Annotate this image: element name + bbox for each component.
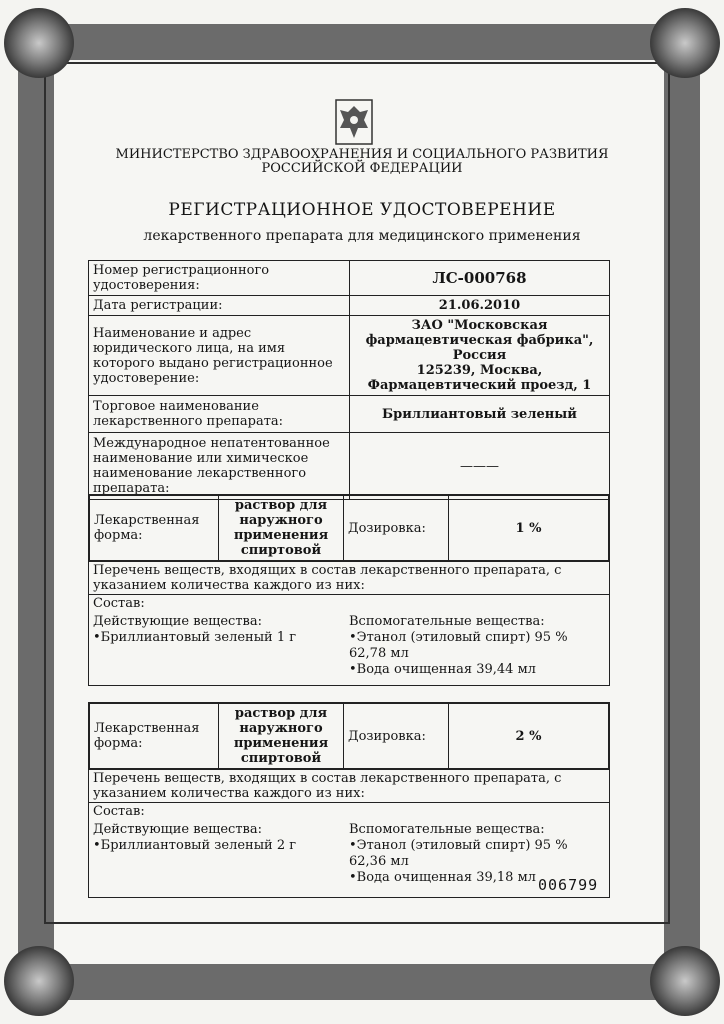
corner-rosette-icon: [650, 946, 720, 1016]
list-item: • Бриллиантовый зеленый 2 г: [93, 838, 349, 854]
table-row: [90, 496, 609, 561]
holder-address: 125239, Москва, Фармацевтический проезд, 1: [367, 363, 592, 393]
reg-number-value: ЛС-000768: [350, 261, 610, 296]
holder-name: ЗАО "Московская фармацевтическая фабрика", Россия: [365, 318, 594, 363]
trade-name-label: Торговое наименование лекарственного препарата:: [89, 396, 350, 433]
list-item: • Бриллиантовый зеленый 1 г: [93, 630, 349, 646]
form-label: Лекарственная форма:: [90, 704, 219, 769]
table-row: [89, 433, 610, 500]
dosage-value: 2 %: [449, 704, 609, 769]
excipients: [349, 614, 605, 678]
reg-date-value: 21.06.2010: [350, 296, 610, 316]
table-row: [89, 296, 610, 316]
document-title: РЕГИСТРАЦИОННОЕ УДОСТОВЕРЕНИЕ: [168, 200, 556, 220]
dosage-form-section-2: [88, 702, 610, 898]
dosage-form-section-1: [88, 494, 610, 686]
reg-date-label: Дата регистрации:: [89, 296, 350, 316]
composition-label: Состав:: [89, 802, 609, 820]
form-label: Лекарственная форма:: [90, 496, 219, 561]
excipients-label: Вспомогательные вещества:: [349, 614, 545, 629]
list-item: • Вода очищенная 39,18 мл: [349, 870, 605, 886]
registration-table: [88, 260, 610, 500]
trade-name-value: Бриллиантовый зеленый: [350, 396, 610, 433]
document-subtitle: лекарственного препарата для медицинского применения: [143, 228, 581, 244]
dosage-value: 1 %: [449, 496, 609, 561]
list-item: • Этанол (этиловый спирт) 95 % 62,36 мл: [349, 838, 605, 870]
corner-rosette-icon: [650, 8, 720, 78]
corner-rosette-icon: [4, 946, 74, 1016]
active-label: Действующие вещества:: [93, 822, 262, 837]
coat-of-arms-icon: [332, 98, 376, 146]
dosage-label: Дозировка:: [344, 496, 449, 561]
composition-intro: Перечень веществ, входящих в состав лекарственного препарата, с указанием количества каждого из них:: [89, 769, 609, 802]
composition-label: Состав:: [89, 594, 609, 612]
table-row: [89, 261, 610, 296]
dosage-label: Дозировка:: [344, 704, 449, 769]
ministry-name: [100, 148, 624, 176]
list-item: • Этанол (этиловый спирт) 95 % 62,78 мл: [349, 630, 605, 662]
corner-rosette-icon: [4, 8, 74, 78]
table-row: [89, 396, 610, 433]
reg-number-label: Номер регистрационного удостоверения:: [89, 261, 350, 296]
ministry-line-2: РОССИЙСКОЙ ФЕДЕРАЦИИ: [261, 161, 463, 176]
active-label: Действующие вещества:: [93, 614, 262, 629]
composition-columns: [89, 612, 609, 680]
table-row: [90, 704, 609, 769]
holder-value: [350, 316, 610, 396]
form-value: раствор для наружного применения спиртовой: [219, 496, 344, 561]
inn-label: Международное непатентованное наименование или химическое наименование лекарственного препарата:: [89, 433, 350, 500]
active-substances: [93, 822, 349, 886]
table-row: [89, 316, 610, 396]
form-value: раствор для наружного применения спиртовой: [219, 704, 344, 769]
list-item: • Вода очищенная 39,44 мл: [349, 662, 605, 678]
serial-number: 006799: [538, 876, 599, 894]
excipients-label: Вспомогательные вещества:: [349, 822, 545, 837]
composition-intro: Перечень веществ, входящих в состав лекарственного препарата, с указанием количества каждого из них:: [89, 561, 609, 594]
holder-label: Наименование и адрес юридического лица, на имя которого выдано регистрационное удостоверение:: [89, 316, 350, 396]
composition-columns: [89, 820, 609, 888]
inn-value: ———: [350, 433, 610, 500]
ministry-line-1: МИНИСТЕРСТВО ЗДРАВООХРАНЕНИЯ И СОЦИАЛЬНОГО РАЗВИТИЯ: [115, 147, 609, 162]
active-substances: [93, 614, 349, 678]
